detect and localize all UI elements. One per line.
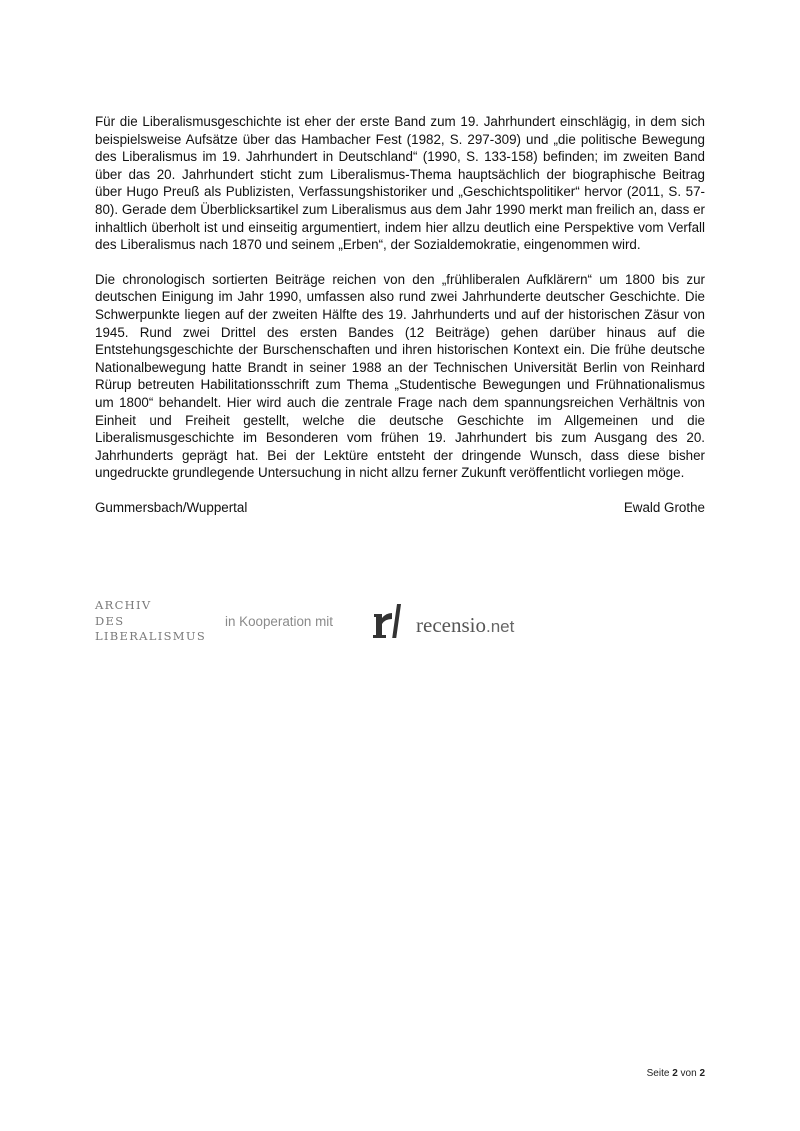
recensio-name: recensio: [416, 613, 486, 637]
recensio-wordmark: [416, 614, 514, 638]
recensio-tld: .net: [485, 617, 515, 636]
footer-prefix: Seite: [646, 1068, 670, 1079]
archiv-logo-line: DES: [95, 613, 125, 628]
signature-author: Ewald Grothe: [623, 499, 705, 515]
signature-line: [95, 499, 705, 517]
archiv-logo-line: LIBERALISMUS: [95, 629, 206, 643]
paragraph-2: Die chronologisch sortierten Beiträge reichen von den „frühliberalen Aufklärern“ um 1800 bis zur deutschen Einigung im Jahr 1990, umfassen also rund zwei Jahrhunderte deutscher Geschichte. Die Schwerpunkte liegen auf der zweiten Hälfte des 19. Jahrhunderts und auf der historischen Zäsur von 1945. Rund zwei Drittel des ersten Bandes (12 Beiträge) gehen darüber hinaus auf die Entstehungsgeschichte der Burschenschaften und ihren historischen Kontext ein. Die frühe deutsche Nationalbewegung hatte Brandt in seiner 1988 an der Technischen Universität Berlin von Reinhard Rürup betreuten Habilitationsschrift zum Thema „Studentische Bewegungen und Frühnationalismus um 1800“ behandelt. Hier wird auch die zentrale Frage nach dem spannungsreichen Verhältnis von Einheit und Freiheit gestellt, welche die deutsche Geschichte im Allgemeinen und die Liberalismusgeschichte im Besonderen vom frühen 19. Jahrhundert bis zum Ausgang des 20. Jahrhunderts geprägt hat. Bei der Lektüre entsteht der dringende Wunsch, dass diese bisher ungedruckte grundlegende Untersuchung in nicht allzu ferner Zukunft veröffentlicht vorliegen möge.: [95, 271, 705, 481]
footer-page-total: 2: [699, 1068, 705, 1079]
paragraph-1: Für die Liberalismusgeschichte ist eher der erste Band zum 19. Jahrhundert einschlägig, in dem sich beispielsweise Aufsätze über das Hambacher Fest (1982, S. 297-309) und „die politische Bewegung des Liberalismus im 19. Jahrhundert in Deutschland“ (1990, S. 133-158) befinden; im zweiten Band über das 20. Jahrhundert sticht zum Liberalismus-Thema hauptsächlich der biographische Beitrag über Hugo Preuß als Publizisten, Verfassungshistoriker und „Geschichtspolitiker“ hervor (2011, S. 57-80). Gerade dem Überblicksartikel zum Liberalismus aus dem Jahr 1990 merkt man freilich an, dass er inhaltlich überholt ist und einseitig argumentiert, indem hier allzu deutlich eine Perspektive vom Verfall des Liberalismus nach 1870 und seinem „Erben“, der Sozialdemokratie, eingenommen wird.: [95, 114, 705, 253]
logo-bar: [95, 598, 555, 648]
footer-page-number: 2: [672, 1068, 678, 1079]
recensio-logo: [372, 604, 514, 638]
page-footer: [647, 1068, 705, 1079]
archiv-logo-line: ARCHIV: [95, 598, 152, 612]
signature-place: Gummersbach/Wuppertal: [95, 499, 248, 515]
archiv-des-liberalismus-logo: [95, 598, 206, 645]
footer-separator: von: [680, 1068, 697, 1079]
document-body: [95, 113, 705, 516]
recensio-r-icon: [372, 604, 408, 638]
cooperation-text: in Kooperation mit: [225, 614, 333, 629]
